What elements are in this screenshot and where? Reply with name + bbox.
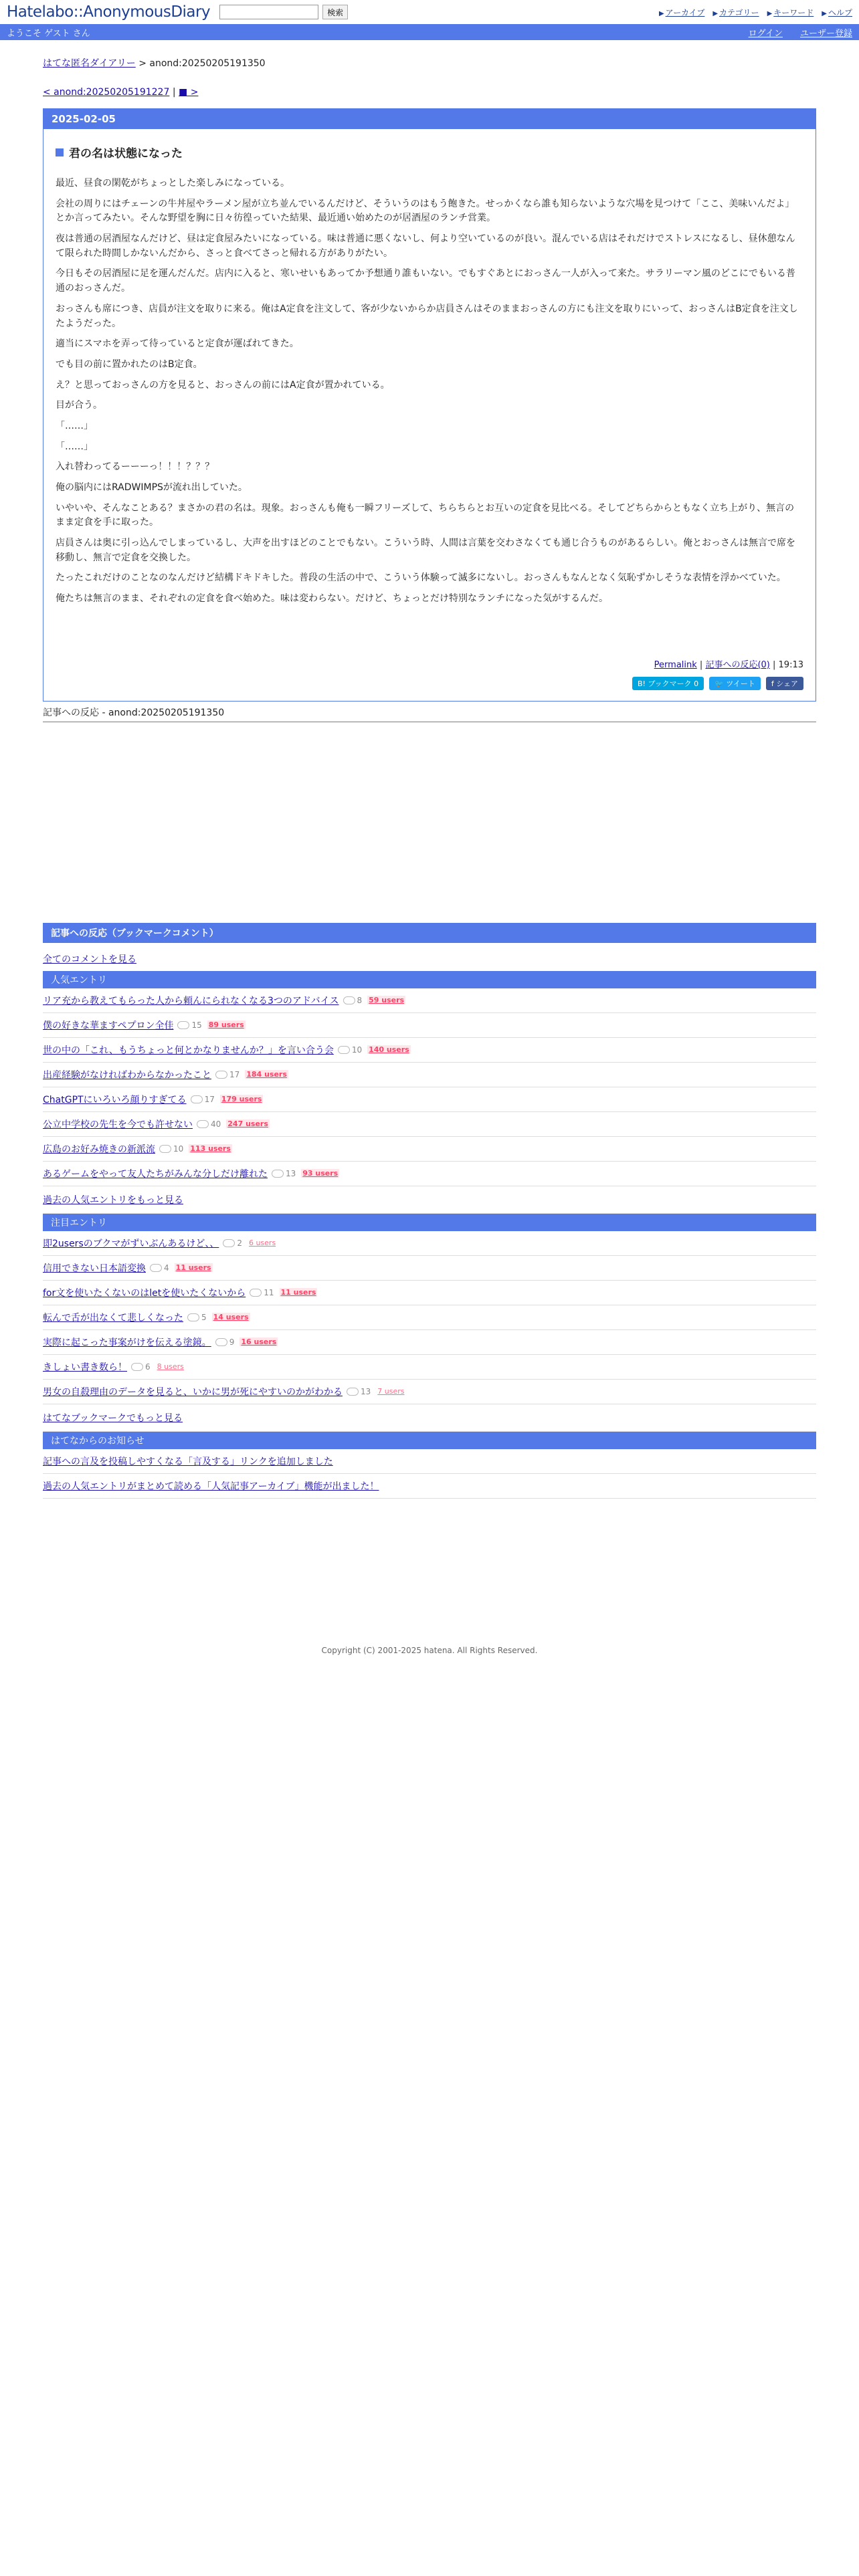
prev-next-nav	[43, 87, 816, 98]
nav-keyword[interactable]	[767, 7, 814, 18]
comment-count-value: 10	[173, 1144, 184, 1154]
search-button[interactable]: 検索	[322, 5, 348, 19]
entry-title-row	[56, 144, 803, 160]
entry	[43, 108, 816, 702]
speech-bubble-icon	[197, 1120, 209, 1128]
welcome-text: ようこそ ゲスト さん	[7, 28, 90, 39]
twitter-icon: 🐦	[714, 679, 724, 688]
speech-bubble-icon	[347, 1388, 359, 1396]
all-comments-link[interactable]: 全てのコメントを見る	[43, 954, 136, 965]
nav-help[interactable]	[822, 7, 852, 18]
main-content	[43, 40, 816, 1655]
list-item	[43, 1330, 816, 1355]
comment-count	[150, 1263, 169, 1273]
next-entry-link[interactable]: ■ >	[179, 87, 199, 98]
login-link[interactable]: ログイン	[748, 28, 783, 39]
comment-count-value: 13	[361, 1386, 371, 1396]
popular-entry-link[interactable]: リア充から教えてもらった人から頼んにられなくなる3つのアドバイス	[43, 995, 339, 1006]
notable-entry-link[interactable]: きしょい書き数ら！	[43, 1362, 127, 1373]
comment-count	[159, 1144, 183, 1154]
speech-bubble-icon	[223, 1239, 235, 1247]
speech-bubble-icon	[150, 1264, 162, 1272]
notable-header: 注目エントリ	[43, 1214, 816, 1231]
comment-count	[343, 996, 363, 1005]
twitter-share-button[interactable]	[709, 677, 761, 690]
users-badge[interactable]: 184 users	[246, 1070, 287, 1079]
list-item	[43, 1305, 816, 1330]
users-badge[interactable]: 93 users	[302, 1169, 339, 1178]
reaction-title: 記事への反応 - anond:20250205191350	[43, 706, 816, 722]
entry-paragraph: いやいや、そんなことある？まさかの君の名は。現象。おっさんも俺も一瞬フリーズして、ちらちらとお互いの定食を見比べる。そしてどちらからともなく立ち上がり、無言のまま定食を手に取った。	[56, 502, 795, 528]
list-item	[43, 1231, 816, 1256]
speech-bubble-icon	[338, 1046, 350, 1054]
twitter-share-label: ツイート	[726, 679, 755, 688]
notable-entry-link[interactable]: 転んで舌が出なくて悲しくなった	[43, 1312, 183, 1323]
news-link[interactable]: 記事への言及を投稿しやすくなる「言及する」リンクを追加しました	[43, 1456, 333, 1467]
popular-entry-link[interactable]: あるゲームをやって友人たちがみんな分しだけ離れた	[43, 1168, 268, 1180]
speech-bubble-icon	[187, 1313, 199, 1321]
list-item	[43, 1474, 816, 1499]
comment-count-value: 2	[237, 1238, 242, 1248]
entry-title: 君の名は状態になった	[69, 147, 183, 160]
comment-count-value: 6	[145, 1362, 151, 1372]
facebook-share-label: シェア	[776, 679, 798, 688]
list-item	[43, 1380, 816, 1404]
news-header: はてなからのお知らせ	[43, 1432, 816, 1449]
users-badge[interactable]: 6 users	[248, 1239, 276, 1248]
entry-paragraph: でも目の前に置かれたのはB定食。	[56, 358, 203, 370]
entry-paragraph: 「……」	[56, 420, 93, 431]
comment-count-value: 17	[204, 1094, 215, 1104]
list-item	[43, 988, 816, 1013]
entry-paragraph: 俺の脳内にはRADWIMPSが流れ出していた。	[56, 482, 248, 493]
entry-footer: Permalink | 記事への反応(0) | 19:13	[654, 659, 803, 670]
popular-entry-link[interactable]: 広島のお好み焼きの新派流	[43, 1144, 155, 1155]
speech-bubble-icon	[177, 1021, 189, 1029]
speech-bubble-icon	[215, 1071, 227, 1079]
notable-entry-link[interactable]: for文を使いたくないのはletを使いたくないから	[43, 1287, 246, 1299]
users-badge[interactable]: 8 users	[157, 1362, 184, 1372]
speech-bubble-icon	[191, 1095, 203, 1103]
ad-space	[43, 722, 816, 923]
notable-entry-link[interactable]: 信用できない日本語変換	[43, 1263, 146, 1274]
entry-paragraph: 最近、昼食の閑乾がちょっとした楽しみになっている。	[56, 178, 290, 189]
comment-count-value: 17	[229, 1069, 240, 1079]
hatena-bookmark-button[interactable]: B! ブックマーク 0	[632, 677, 704, 690]
users-badge[interactable]: 140 users	[369, 1045, 409, 1055]
square-icon	[56, 148, 64, 156]
prev-entry-link[interactable]: < anond:20250205191227	[43, 87, 170, 98]
comment-count	[215, 1337, 235, 1347]
comment-count	[191, 1095, 215, 1104]
speech-bubble-icon	[250, 1289, 262, 1297]
nav-category-link[interactable]: カテゴリー	[719, 7, 759, 17]
entry-paragraph: おっさんも席につき、店員が注文を取りに来る。俺はA定食を注文して、客が少ないからか店員さんはそのままおっさんの方にも注文を取りにいって、おっさんはB定食を注文したようだった。	[56, 303, 798, 329]
list-item	[43, 1449, 816, 1474]
users-badge[interactable]: 247 users	[227, 1119, 268, 1129]
entry-paragraph: 夜は普通の居酒屋なんだけど、昼は定食屋みたいになっている。味は普通に悪くないし、何より空いているのが良い。混んでいる店はそれだけでストレスになるし、昼休憩なんて限られた時間しかないんだから、さっと食べてさっと帰れる方がありがたい。	[56, 233, 795, 259]
comment-count	[223, 1239, 242, 1248]
triangle-right-icon: ▶	[658, 9, 664, 17]
comment-count-value: 8	[357, 995, 363, 1005]
entry-paragraph: たったこれだけのことなのなんだけど結構ドキドキした。普段の生活の中で、こういう体験って滅多にないし。おっさんもなんとなく気恥ずかしそうな表情を浮かべていた。	[56, 572, 786, 584]
comment-count	[338, 1045, 362, 1055]
comment-count-value: 15	[191, 1020, 202, 1030]
popular-more-link[interactable]: 過去の人気エントリをもっと見る	[43, 1194, 183, 1206]
comment-count	[177, 1021, 201, 1030]
breadcrumb-home[interactable]: はてな匿名ダイアリー	[43, 58, 136, 69]
users-badge[interactable]: 89 users	[208, 1021, 244, 1030]
entry-paragraph: え？と思っておっさんの方を見ると、おっさんの前にはA定食が置かれている。	[56, 379, 390, 391]
comment-count-value: 5	[201, 1312, 207, 1322]
welcome-bar	[0, 24, 859, 40]
speech-bubble-icon	[343, 996, 355, 1004]
list-item	[43, 1355, 816, 1380]
top-bar	[0, 0, 859, 24]
permalink[interactable]: Permalink	[654, 659, 697, 670]
all-comments-row	[43, 952, 816, 966]
nav-archive-link[interactable]: アーカイブ	[665, 7, 705, 17]
list-item	[43, 1013, 816, 1038]
list-item	[43, 1256, 816, 1281]
entry-paragraph: 今日もその居酒屋に足を運んだんだ。店内に入ると、寒いせいもあってか予想通り誰もいない。でもすぐあとにおっさん一人が入って来た。サラリーマン風のどこにでもいる普通のおっさんだ。	[56, 268, 795, 294]
speech-bubble-icon	[215, 1338, 227, 1346]
breadcrumb-current: anond:20250205191350	[149, 58, 266, 69]
comment-count	[347, 1387, 371, 1396]
breadcrumb	[43, 56, 816, 70]
users-badge[interactable]: 7 users	[377, 1387, 405, 1396]
comment-count-value: 11	[264, 1287, 274, 1297]
notable-entry-link[interactable]: 実際に起こった事案がけを伝える塗鏡。	[43, 1337, 211, 1348]
triangle-right-icon: ▶	[767, 9, 773, 17]
popular-more-row	[43, 1186, 816, 1214]
entry-paragraph: 会社の周りにはチェーンの牛丼屋やラーメン屋が立ち並んでいるんだけど、そういうのはもう飽きた。せっかくなら誰も知らないような穴場を見つけて「ここ、美味いんだよ」とか言ってみたい。そんな野望を胸に日々彷徨っていた結果、最近通い始めたのが居酒屋のランチ営業。	[56, 198, 795, 224]
popular-entry-link[interactable]: 世の中の「これ、もうちょっと何とかなりませんか？」を言い合う会	[43, 1045, 334, 1056]
copyright: Copyright (C) 2001-2025 hatena. All Rights Reserved.	[321, 1645, 538, 1655]
comment-count-value: 13	[286, 1168, 296, 1178]
popular-entry-link[interactable]: 公立中学校の先生を今でも許せない	[43, 1119, 193, 1130]
users-badge[interactable]: 11 users	[175, 1263, 211, 1273]
comment-count-value: 9	[229, 1337, 235, 1347]
nav-category[interactable]	[712, 7, 759, 18]
speech-bubble-icon	[159, 1145, 171, 1153]
list-item	[43, 1162, 816, 1186]
reactions-link[interactable]: 記事への反応(0)	[705, 659, 770, 670]
notable-more-link[interactable]: はてなブックマークでもっと見る	[43, 1412, 183, 1424]
entry-paragraph: 「……」	[56, 441, 93, 452]
comment-count-value: 40	[211, 1119, 221, 1129]
bookmark-section-header: 記事への反応（ブックマークコメント）	[43, 923, 816, 943]
share-buttons	[56, 677, 803, 690]
nav-keyword-link[interactable]: キーワード	[773, 7, 814, 17]
notable-more-row	[43, 1404, 816, 1432]
list-item	[43, 1038, 816, 1063]
notable-entry-link[interactable]: 即2usersのブクマがずいぶんあるけど、、	[43, 1238, 219, 1249]
users-badge[interactable]: 14 users	[213, 1313, 249, 1322]
prevnext-sep: |	[172, 87, 176, 98]
comment-count	[131, 1362, 151, 1372]
nav-archive[interactable]	[659, 7, 704, 18]
news-list	[43, 1449, 816, 1499]
facebook-icon: f	[771, 679, 774, 688]
facebook-share-button[interactable]	[766, 677, 803, 690]
popular-list	[43, 988, 816, 1214]
comment-count	[250, 1288, 274, 1297]
popular-entry-link[interactable]: ChatGPTにいろいろ顔りすぎてる	[43, 1094, 187, 1105]
entry-paragraph: 俺たちは無言のまま、それぞれの定食を食べ始めた。味は変わらない。だけど、ちょっとだけ特別なランチになった気がするんだ。	[56, 593, 608, 605]
list-item	[43, 1137, 816, 1162]
comment-count	[272, 1169, 296, 1178]
popular-header: 人気エントリ	[43, 971, 816, 988]
top-nav	[659, 7, 852, 18]
comment-count-value: 4	[164, 1263, 169, 1273]
users-badge[interactable]: 113 users	[190, 1144, 231, 1154]
popular-entry-link[interactable]: 出産経験がなければわからなかったこと	[43, 1069, 211, 1081]
users-badge[interactable]: 179 users	[221, 1095, 262, 1104]
breadcrumb-sep: >	[138, 58, 147, 69]
entry-time: 19:13	[778, 659, 803, 670]
users-badge[interactable]: 11 users	[280, 1288, 316, 1297]
entry-paragraph: 店員さんは奥に引っ込んでしまっているし、大声を出すほどのことでもない。こういう時、人間は言葉を交わさなくても通じ合うものがあるらしい。俺とおっさんは無言で席を移動し、無言で定食を交換した。	[56, 538, 795, 563]
comment-count-value: 10	[351, 1045, 363, 1055]
list-item	[43, 1281, 816, 1305]
entry-body	[56, 177, 803, 607]
list-item	[43, 1087, 816, 1112]
search-input[interactable]	[219, 5, 318, 19]
site-logo[interactable]: Hatelabo::AnonymousDiary	[7, 3, 211, 21]
popular-entry-link[interactable]: 僕の好きな華ますペプロン全佳	[43, 1020, 174, 1031]
list-item	[43, 1063, 816, 1087]
speech-bubble-icon	[131, 1363, 143, 1371]
entry-paragraph: 適当にスマホを弄って待っていると定食が運ばれてきた。	[56, 338, 299, 350]
comment-count	[215, 1070, 240, 1079]
comment-count	[187, 1313, 207, 1322]
news-link[interactable]: 過去の人気エントリがまとめて読める「人気記事アーカイブ」機能が出ました！	[43, 1481, 379, 1492]
speech-bubble-icon	[272, 1170, 284, 1178]
notable-entry-link[interactable]: 男女の自殺理由のデータを見ると、いかに男が死にやすいのかがわかる	[43, 1386, 343, 1398]
triangle-right-icon: ▶	[712, 9, 719, 17]
entry-date: 2025-02-05	[43, 109, 816, 129]
register-link[interactable]: ユーザー登録	[799, 28, 852, 39]
list-item	[43, 1112, 816, 1137]
triangle-right-icon: ▶	[822, 9, 827, 17]
entry-paragraph: 入れ替わってるーーーっ！！！？？？	[56, 461, 215, 473]
notable-list	[43, 1231, 816, 1432]
nav-help-link[interactable]: ヘルプ	[828, 7, 852, 17]
users-badge[interactable]: 16 users	[241, 1337, 277, 1347]
users-badge[interactable]: 59 users	[369, 996, 405, 1005]
account-links	[749, 26, 852, 39]
comment-count	[197, 1119, 221, 1129]
entry-paragraph: 目が合う。	[56, 400, 102, 411]
